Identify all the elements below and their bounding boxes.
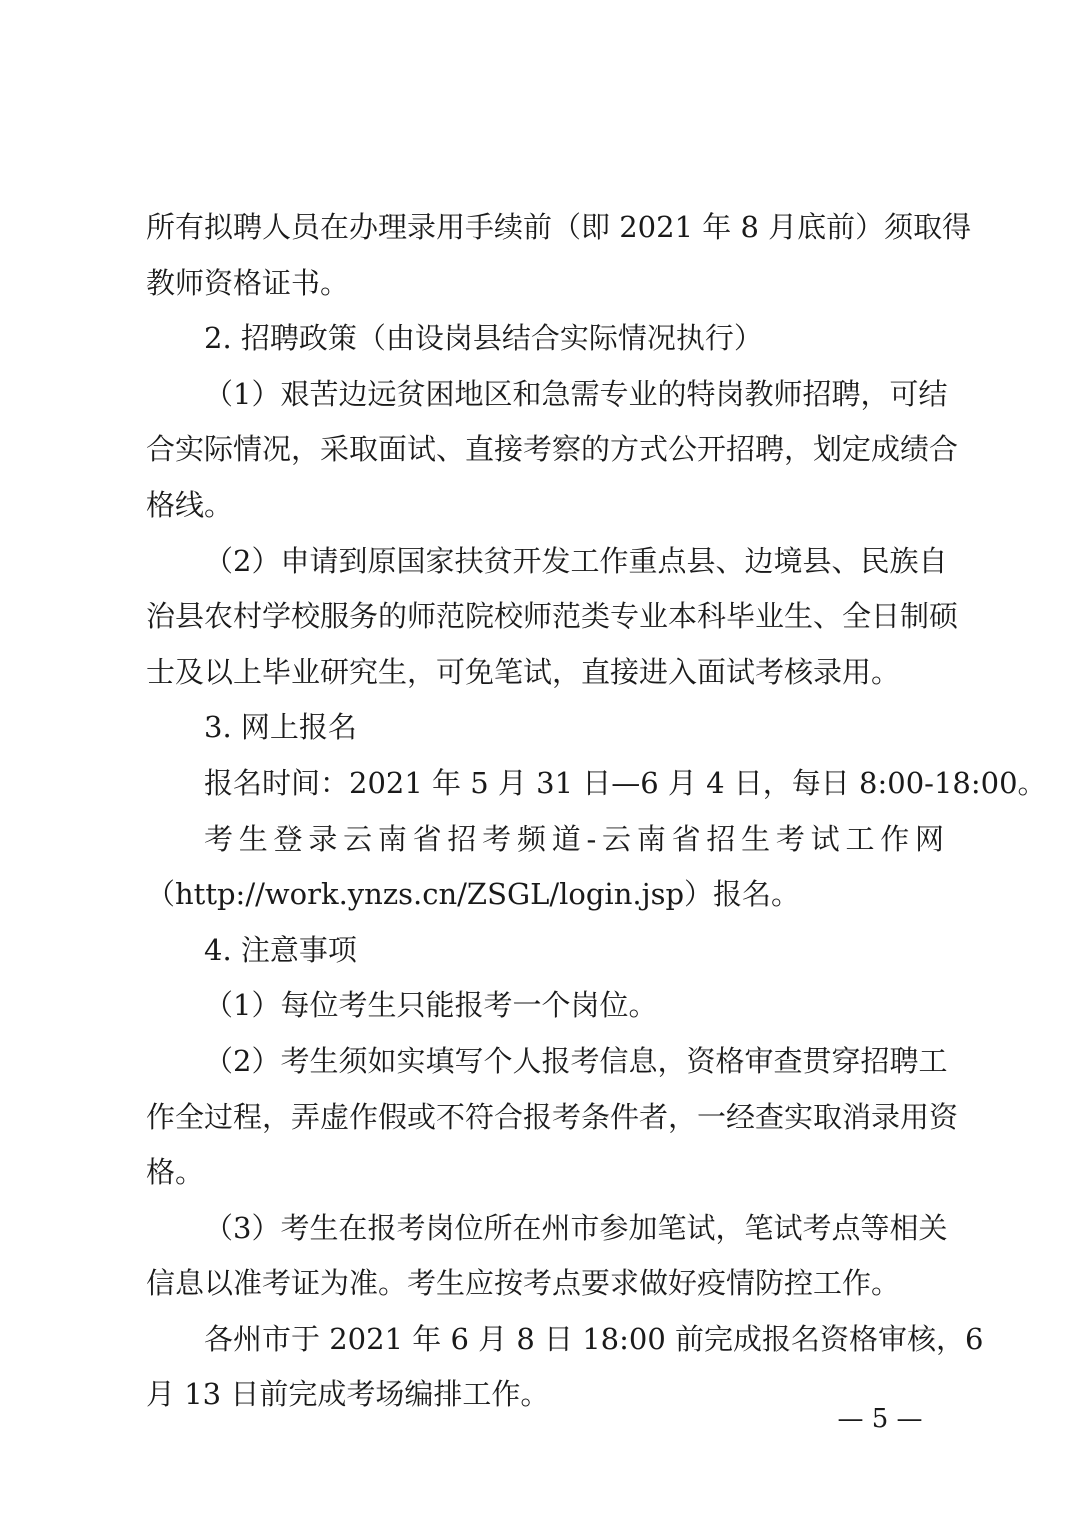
text-line: 2. 招聘政策（由设岗县结合实际情况执行） bbox=[204, 321, 763, 356]
text-line: 信息以准考证为准。考生应按考点要求做好疫情防控工作。 bbox=[146, 1266, 901, 1301]
text-line: 士及以上毕业研究生，可免笔试，直接进入面试考核录用。 bbox=[146, 654, 901, 689]
page-number: — 5 — bbox=[837, 1404, 923, 1434]
text-line: 3. 网上报名 bbox=[204, 710, 357, 745]
text-line: （1）艰苦边远贫困地区和急需专业的特岗教师招聘，可结 bbox=[204, 376, 948, 411]
document-body bbox=[146, 200, 1047, 1423]
text-line: 格。 bbox=[146, 1155, 205, 1190]
text-line: （http://work.ynzs.cn/ZSGL/login.jsp）报名。 bbox=[146, 877, 801, 912]
text-line: 月 13 日前完成考场编排工作。 bbox=[146, 1377, 550, 1412]
text-line: （1）每位考生只能报考一个岗位。 bbox=[204, 988, 658, 1023]
text-line: （2）考生须如实填写个人报考信息，资格审查贯穿招聘工 bbox=[204, 1043, 948, 1078]
text-line: 格线。 bbox=[146, 487, 234, 522]
text-line: 各州市于 2021 年 6 月 8 日 18:00 前完成报名资格审核，6 bbox=[204, 1321, 984, 1356]
text-line: 作全过程，弄虚作假或不符合报考条件者，一经查实取消录用资 bbox=[146, 1099, 959, 1134]
text-line: 合实际情况，采取面试、直接考察的方式公开招聘，划定成绩合 bbox=[146, 432, 959, 467]
text-line: （3）考生在报考岗位所在州市参加笔试，笔试考点等相关 bbox=[204, 1210, 948, 1245]
text-line: 考生登录云南省招考频道-云南省招生考试工作网 bbox=[204, 821, 944, 856]
text-line: 教师资格证书。 bbox=[146, 265, 350, 300]
text-line: 治县农村学校服务的师范院校师范类专业本科毕业生、全日制硕 bbox=[146, 599, 959, 634]
text-line: 所有拟聘人员在办理录用手续前（即 2021 年 8 月底前）须取得 bbox=[146, 210, 972, 244]
text-line: 4. 注意事项 bbox=[204, 932, 357, 967]
text-line: （2）申请到原国家扶贫开发工作重点县、边境县、民族自 bbox=[204, 543, 948, 578]
text-line: 报名时间：2021 年 5 月 31 日—6 月 4 日，每日 8:00-18:00。 bbox=[204, 765, 1047, 800]
